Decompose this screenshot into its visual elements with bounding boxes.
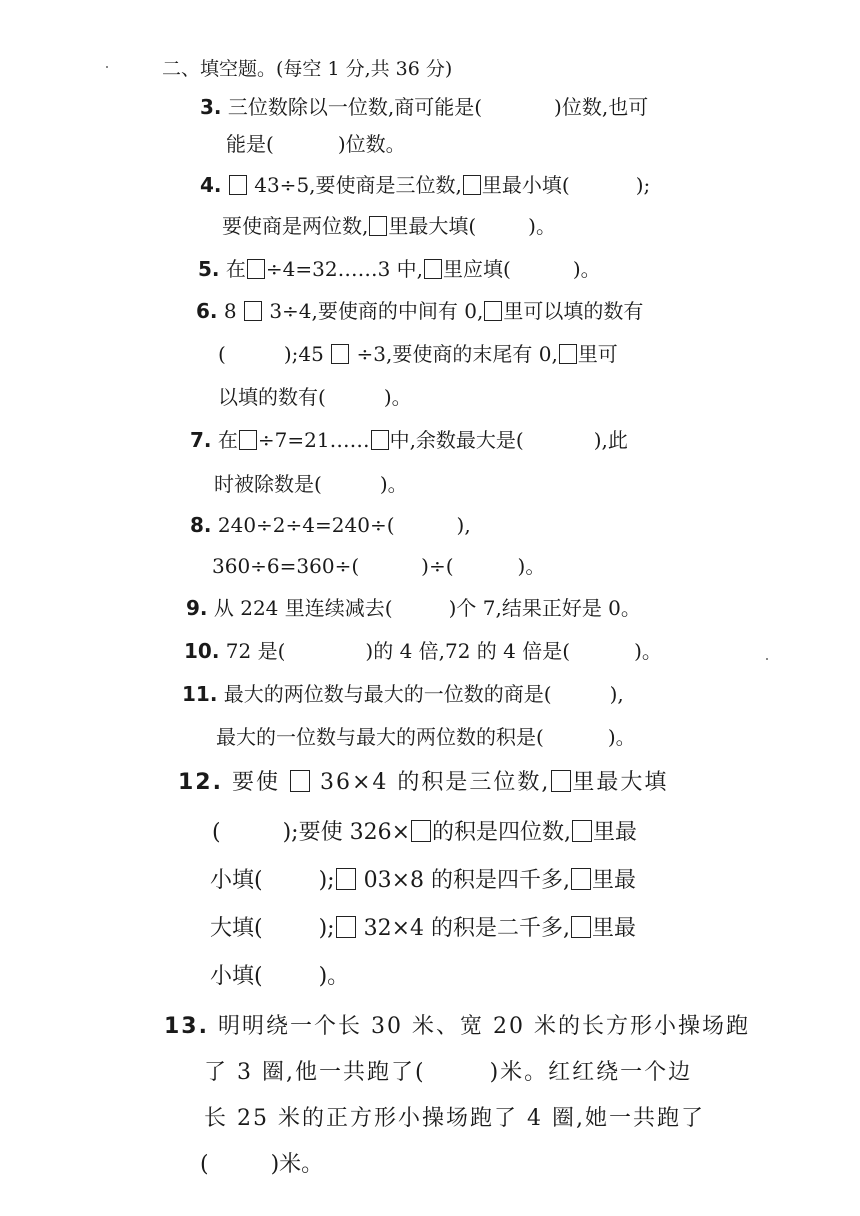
- question-text: ),此: [593, 428, 628, 452]
- question-number: 8.: [190, 513, 212, 537]
- question-8-line-1: [190, 511, 471, 539]
- question-number: 7.: [190, 428, 212, 452]
- digit-box[interactable]: [331, 344, 349, 364]
- question-text: )位数,也可: [554, 95, 649, 119]
- digit-box[interactable]: [239, 430, 257, 450]
- digit-box[interactable]: [244, 301, 262, 321]
- question-9: [186, 594, 641, 622]
- question-text: ÷3,要使商的末尾有 0,: [356, 342, 558, 366]
- question-text: )米。: [270, 1152, 324, 1177]
- question-text: );要使 326×: [282, 820, 411, 845]
- question-text: 最大的一位数与最大的两位数的积是(: [216, 725, 544, 749]
- question-text: ),: [456, 513, 471, 537]
- question-12-line-3: [210, 866, 636, 896]
- question-text: 里最大填: [572, 770, 669, 795]
- digit-box[interactable]: [336, 868, 356, 890]
- question-text: 36×4 的积是三位数,: [320, 770, 551, 795]
- question-text: 32×4 的积是二千多,: [363, 916, 571, 941]
- question-text: 要使: [231, 770, 280, 795]
- question-text: 在: [225, 257, 246, 281]
- question-text: )。: [318, 964, 350, 989]
- question-text: 43÷5,要使商是三位数,: [254, 173, 462, 197]
- question-7-line-1: [190, 426, 628, 454]
- question-text: 8: [223, 299, 237, 323]
- digit-box[interactable]: [336, 916, 356, 938]
- question-12-line-4: [210, 914, 636, 944]
- question-text: )。: [383, 385, 412, 409]
- question-text: 里可: [577, 342, 618, 366]
- question-text: ),: [609, 682, 624, 706]
- digit-box[interactable]: [424, 259, 442, 279]
- question-text: 了 3 圈,他一共跑了(: [204, 1060, 426, 1085]
- question-number: 10.: [184, 639, 220, 663]
- question-text: 大填(: [210, 916, 263, 941]
- digit-box[interactable]: [572, 820, 592, 842]
- question-text: 里最大填(: [388, 214, 477, 238]
- question-text: 以填的数有(: [218, 385, 326, 409]
- question-text: );: [318, 868, 335, 893]
- digit-box[interactable]: [571, 916, 591, 938]
- question-text: )。: [634, 639, 662, 663]
- question-number: 4.: [200, 173, 222, 197]
- digit-box[interactable]: [559, 344, 577, 364]
- question-text: )个 7,结果正好是 0。: [448, 596, 641, 620]
- question-5: [198, 255, 601, 283]
- question-number: 9.: [186, 596, 208, 620]
- question-text: 时被除数是(: [214, 472, 322, 496]
- question-text: 里最小填(: [481, 173, 570, 197]
- question-text: )。: [517, 554, 546, 578]
- question-text: 360÷6=360÷(: [212, 554, 360, 578]
- question-text: 能是(: [226, 132, 274, 156]
- question-13-line-3: [204, 1104, 705, 1134]
- question-text: )。: [379, 472, 408, 496]
- question-text: );45: [283, 342, 324, 366]
- question-text: 里最: [593, 820, 638, 845]
- digit-box[interactable]: [411, 820, 431, 842]
- question-text: )。: [607, 725, 636, 749]
- digit-box[interactable]: [551, 770, 571, 792]
- digit-box[interactable]: [571, 868, 591, 890]
- digit-box[interactable]: [229, 175, 247, 195]
- question-text: 的积是四位数,: [432, 820, 572, 845]
- digit-box[interactable]: [290, 770, 310, 792]
- question-7-line-2: [214, 470, 408, 498]
- question-text: 小填(: [210, 868, 263, 893]
- digit-box[interactable]: [247, 259, 265, 279]
- question-3-line-1: [200, 93, 648, 121]
- question-text: 里最: [592, 916, 637, 941]
- question-number: 12.: [178, 770, 223, 795]
- question-text: ÷4=32……3 中,: [265, 257, 424, 281]
- question-12-line-1: [178, 768, 668, 798]
- question-6-line-3: [218, 383, 412, 411]
- question-10: [184, 637, 662, 665]
- question-text: (: [200, 1152, 209, 1177]
- question-4-line-1: [200, 171, 650, 199]
- question-13-line-4: [200, 1150, 323, 1180]
- question-6-line-2: [218, 340, 618, 368]
- digit-box[interactable]: [369, 216, 387, 236]
- question-text: )的 4 倍,72 的 4 倍是(: [365, 639, 571, 663]
- section-title-text: 二、填空题。(每空 1 分,共 36 分): [162, 58, 453, 80]
- question-12-line-2: [212, 818, 637, 848]
- question-text: 最大的两位数与最大的一位数的商是(: [223, 682, 552, 706]
- question-text: 中,余数最大是(: [389, 428, 524, 452]
- question-text: (: [212, 820, 221, 845]
- question-text: (: [218, 342, 226, 366]
- scan-speck: [766, 658, 768, 660]
- question-text: )。: [528, 214, 556, 238]
- scan-speck: [106, 66, 108, 68]
- question-13-line-1: [164, 1012, 750, 1042]
- question-text: 三位数除以一位数,商可能是(: [227, 95, 483, 119]
- question-text: )米。红红绕一个边: [489, 1060, 693, 1085]
- question-text: ÷7=21……: [257, 428, 370, 452]
- question-8-line-2: [212, 552, 545, 580]
- question-12-line-5: [210, 962, 349, 992]
- question-text: 要使商是两位数,: [222, 214, 369, 238]
- question-number: 5.: [198, 257, 220, 281]
- question-text: 小填(: [210, 964, 263, 989]
- digit-box[interactable]: [484, 301, 502, 321]
- question-number: 13.: [164, 1014, 209, 1039]
- question-4-line-2: [222, 212, 556, 240]
- section-title: [162, 55, 452, 83]
- question-text: 明明绕一个长 30 米、宽 20 米的长方形小操场跑: [217, 1014, 750, 1039]
- question-text: 在: [217, 428, 238, 452]
- question-text: 03×8 的积是四千多,: [363, 868, 571, 893]
- digit-box[interactable]: [463, 175, 481, 195]
- question-text: 从 224 里连续减去(: [213, 596, 393, 620]
- question-text: );: [635, 173, 651, 197]
- question-text: 里最: [592, 868, 637, 893]
- question-11-line-2: [216, 723, 636, 751]
- question-number: 6.: [196, 299, 218, 323]
- digit-box[interactable]: [371, 430, 389, 450]
- question-3-line-2: [226, 130, 406, 158]
- question-text: 3÷4,要使商的中间有 0,: [269, 299, 484, 323]
- question-text: 里应填(: [443, 257, 511, 281]
- question-11-line-1: [182, 680, 624, 708]
- question-text: 240÷2÷4=240÷(: [217, 513, 395, 537]
- question-text: )位数。: [337, 132, 406, 156]
- question-text: );: [318, 916, 335, 941]
- question-13-line-2: [204, 1058, 692, 1088]
- question-6-line-1: [196, 297, 643, 325]
- question-text: 长 25 米的正方形小操场跑了 4 圈,她一共跑了: [204, 1106, 705, 1131]
- question-text: )÷(: [421, 554, 454, 578]
- question-text: )。: [572, 257, 601, 281]
- question-number: 3.: [200, 95, 222, 119]
- question-number: 11.: [182, 682, 218, 706]
- question-text: 里可以填的数有: [503, 299, 644, 323]
- question-text: 72 是(: [225, 639, 286, 663]
